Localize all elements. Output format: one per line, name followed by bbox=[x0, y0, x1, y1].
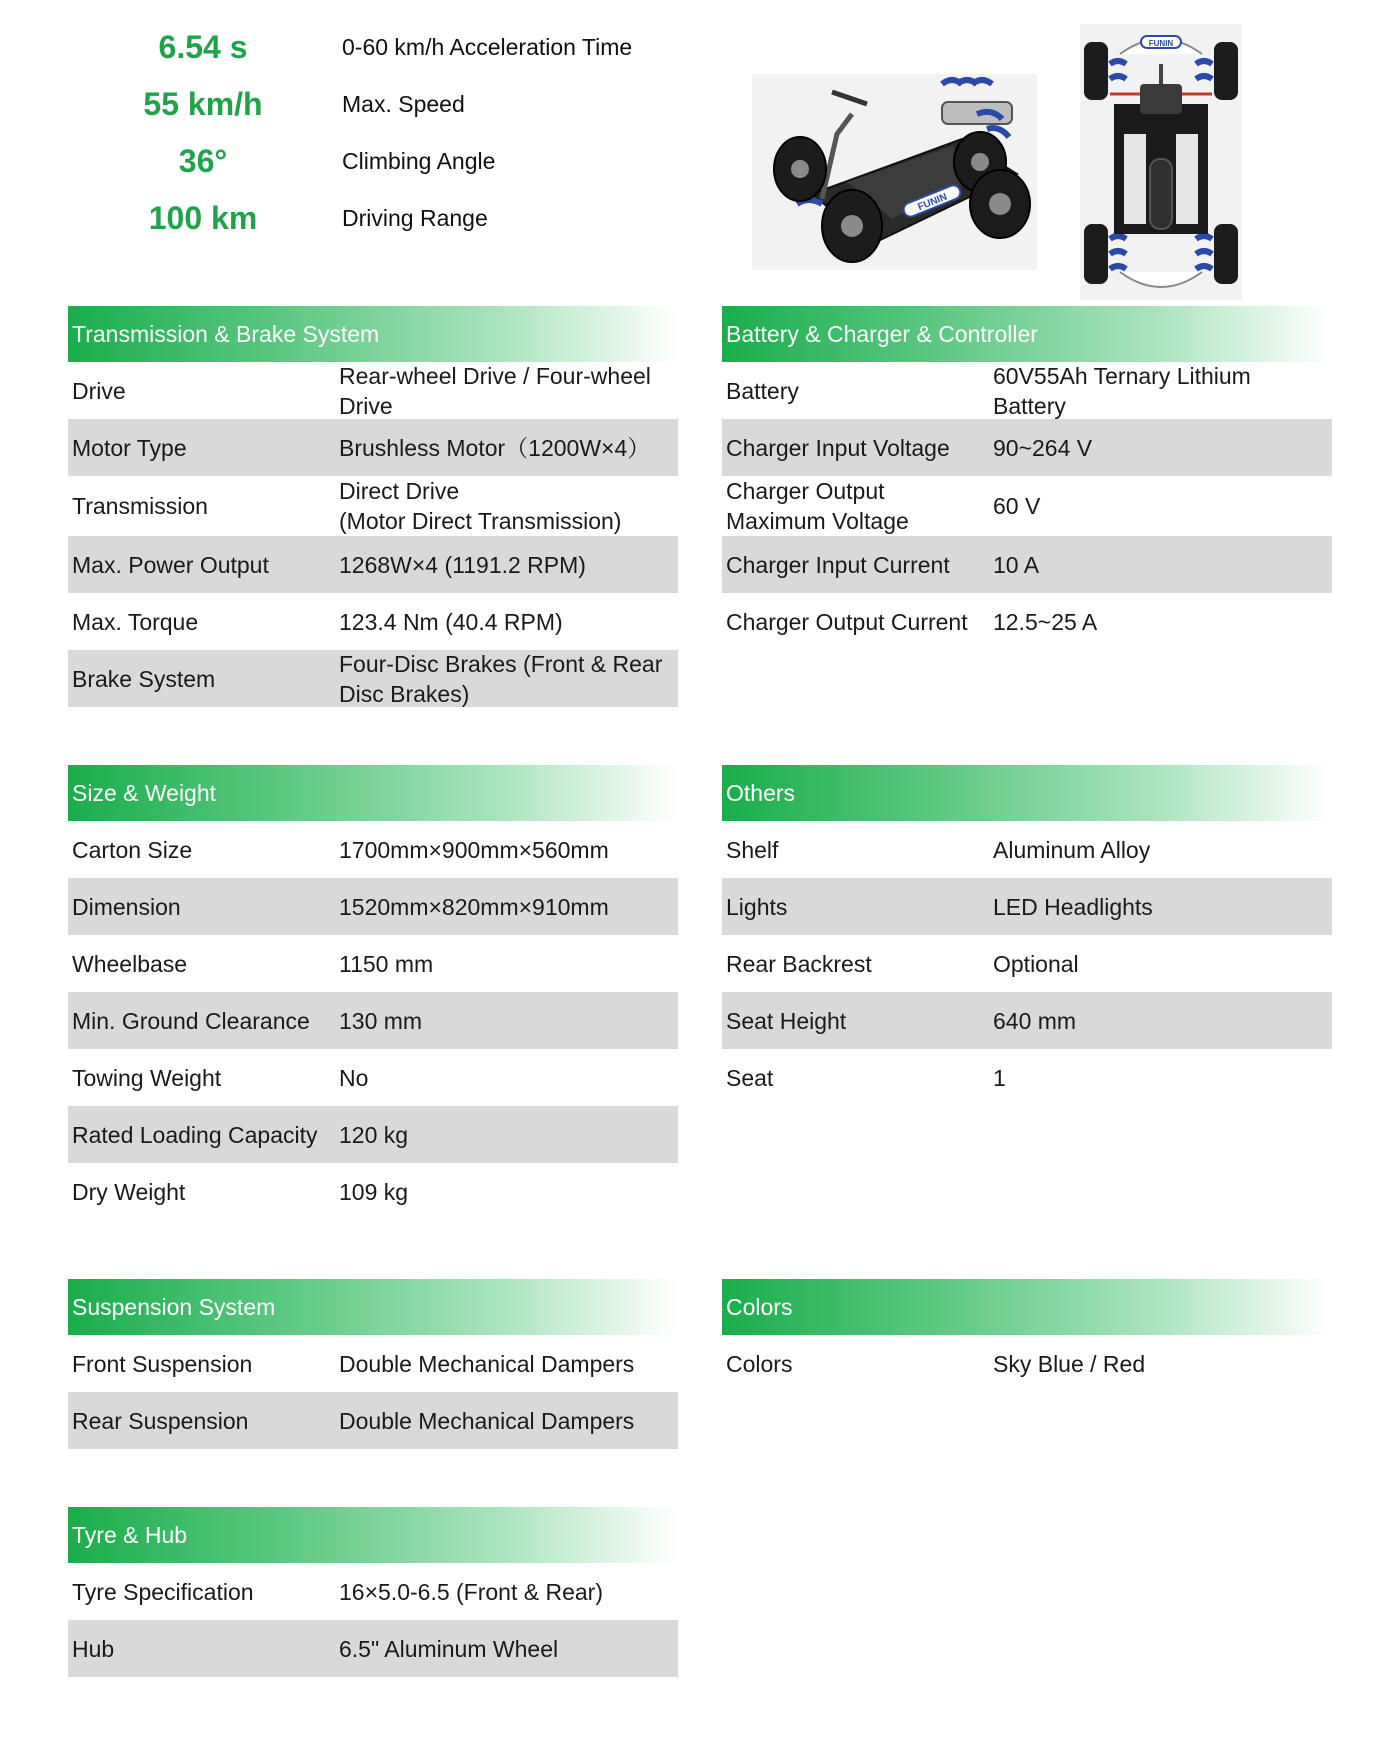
highlight-value-range: 100 km bbox=[148, 200, 258, 236]
spec-value: No bbox=[339, 1064, 369, 1091]
highlight-label-speed: Max. Speed bbox=[342, 91, 465, 117]
spec-value: 109 kg bbox=[339, 1178, 409, 1205]
spec-value: Sky Blue / Red bbox=[993, 1350, 1146, 1377]
spec-value: 1 bbox=[993, 1064, 1006, 1091]
highlight-label-climbing: Climbing Angle bbox=[342, 148, 496, 174]
table-row bbox=[68, 821, 678, 878]
spec-key: Drive bbox=[72, 377, 126, 404]
table-row bbox=[68, 1049, 678, 1106]
spec-value: 1520mm×820mm×910mm bbox=[339, 893, 609, 920]
table-row bbox=[68, 878, 678, 935]
table-row bbox=[722, 992, 1332, 1049]
spec-value: Double Mechanical Dampers bbox=[339, 1407, 635, 1434]
highlight-label-acceleration: 0-60 km/h Acceleration Time bbox=[342, 34, 633, 60]
section-size-weight bbox=[68, 765, 678, 1220]
section-header: Others bbox=[722, 765, 1332, 821]
spec-key: Max. Torque bbox=[72, 608, 199, 635]
highlight-value-climbing: 36° bbox=[178, 143, 228, 179]
section-others bbox=[722, 765, 1332, 1106]
spec-key: Charger Input Current bbox=[726, 551, 950, 578]
spec-key: Rear Backrest bbox=[726, 950, 872, 977]
table-row bbox=[68, 362, 678, 419]
spec-key: Rear Suspension bbox=[72, 1407, 249, 1434]
spec-key: Battery bbox=[726, 377, 799, 404]
spec-value: 640 mm bbox=[993, 1007, 1077, 1034]
section-header: Colors bbox=[722, 1279, 1332, 1335]
atv-side-view-drawing bbox=[752, 74, 1037, 270]
spec-value: 6.5" Aluminum Wheel bbox=[339, 1635, 559, 1662]
table-row bbox=[68, 1163, 678, 1220]
table-row bbox=[722, 1049, 1332, 1106]
spec-value: LED Headlights bbox=[993, 893, 1153, 920]
spec-key: Front Suspension bbox=[72, 1350, 253, 1377]
table-row bbox=[68, 992, 678, 1049]
spec-key: Max. Power Output bbox=[72, 551, 269, 578]
spec-key: Lights bbox=[726, 893, 788, 920]
spec-key: Colors bbox=[726, 1350, 793, 1377]
spec-value: 1150 mm bbox=[339, 950, 434, 977]
spec-value: 1700mm×900mm×560mm bbox=[339, 836, 609, 863]
section-battery-charger bbox=[722, 306, 1332, 650]
table-row bbox=[722, 1335, 1332, 1392]
spec-key: Seat Height bbox=[726, 1007, 847, 1034]
table-row bbox=[68, 935, 678, 992]
table-row bbox=[722, 419, 1332, 476]
table-row bbox=[68, 1620, 678, 1677]
table-row bbox=[68, 650, 678, 707]
top-view-logo-text: FUNIN bbox=[1148, 39, 1174, 48]
spec-key: Charger Output Current bbox=[726, 608, 968, 635]
spec-key: Transmission bbox=[72, 493, 208, 519]
table-row bbox=[68, 1392, 678, 1449]
table-row bbox=[722, 935, 1332, 992]
spec-key: Towing Weight bbox=[72, 1064, 222, 1091]
table-row bbox=[68, 1563, 678, 1620]
spec-key: Seat bbox=[726, 1064, 774, 1091]
spec-value: Aluminum Alloy bbox=[993, 836, 1151, 863]
spec-value: 60 V bbox=[993, 493, 1041, 519]
atv-top-view-drawing bbox=[1080, 24, 1242, 300]
table-row bbox=[68, 476, 678, 536]
table-row bbox=[722, 536, 1332, 593]
spec-value: 12.5~25 A bbox=[993, 608, 1098, 635]
section-header: Size & Weight bbox=[68, 765, 678, 821]
table-row bbox=[722, 593, 1332, 650]
spec-key: Charger Output Maximum Voltage bbox=[726, 478, 909, 534]
spec-value: 130 mm bbox=[339, 1007, 423, 1034]
atv-side-view-image bbox=[752, 74, 1037, 270]
table-row bbox=[722, 476, 1332, 536]
table-row bbox=[68, 1106, 678, 1163]
spec-value: 123.4 Nm (40.4 RPM) bbox=[339, 608, 563, 635]
spec-value: 90~264 V bbox=[993, 434, 1093, 461]
spec-key: Brake System bbox=[72, 665, 216, 692]
highlight-value-acceleration: 6.54 s bbox=[158, 29, 248, 65]
spec-key: Rated Loading Capacity bbox=[72, 1121, 318, 1148]
spec-value: Direct Drive (Motor Direct Transmission) bbox=[339, 478, 622, 534]
spec-value: 1268W×4 (1191.2 RPM) bbox=[339, 551, 586, 578]
section-header: Tyre & Hub bbox=[68, 1507, 678, 1563]
table-row bbox=[722, 821, 1332, 878]
section-header: Suspension System bbox=[68, 1279, 678, 1335]
spec-key: Hub bbox=[72, 1635, 115, 1662]
spec-key: Tyre Specification bbox=[72, 1578, 254, 1605]
spec-key: Motor Type bbox=[72, 434, 187, 461]
spec-key: Shelf bbox=[726, 836, 779, 863]
spec-value: Optional bbox=[993, 950, 1079, 977]
spec-key: Carton Size bbox=[72, 836, 193, 863]
spec-value: Brushless Motor（1200W×4） bbox=[339, 434, 651, 461]
table-row bbox=[68, 419, 678, 476]
spec-value: Four-Disc Brakes (Front & Rear Disc Brakes) bbox=[339, 650, 663, 707]
section-header: Battery & Charger & Controller bbox=[722, 306, 1332, 362]
spec-value: 60V55Ah Ternary Lithium Battery bbox=[993, 362, 1251, 419]
section-header: Transmission & Brake System bbox=[68, 306, 678, 362]
table-row bbox=[722, 878, 1332, 935]
atv-top-view-image bbox=[1080, 24, 1242, 300]
spec-value: Rear-wheel Drive / Four-wheel Drive bbox=[339, 362, 651, 419]
spec-key: Min. Ground Clearance bbox=[72, 1007, 310, 1034]
spec-value: 10 A bbox=[993, 551, 1040, 578]
spec-key: Dimension bbox=[72, 893, 181, 920]
spec-key: Wheelbase bbox=[72, 950, 188, 977]
table-row bbox=[68, 1335, 678, 1392]
table-row bbox=[68, 593, 678, 650]
section-suspension bbox=[68, 1279, 678, 1449]
spec-value: 16×5.0-6.5 (Front & Rear) bbox=[339, 1578, 603, 1605]
side-view-logo-text: FUNIN bbox=[916, 191, 949, 214]
spec-key: Dry Weight bbox=[72, 1178, 186, 1205]
highlight-label-range: Driving Range bbox=[342, 205, 488, 231]
spec-value: 120 kg bbox=[339, 1121, 409, 1148]
section-tyre-hub bbox=[68, 1507, 678, 1677]
section-colors bbox=[722, 1279, 1332, 1392]
table-row bbox=[68, 536, 678, 593]
spec-value: Double Mechanical Dampers bbox=[339, 1350, 635, 1377]
spec-key: Charger Input Voltage bbox=[726, 434, 950, 461]
section-transmission-brake bbox=[68, 306, 678, 707]
highlight-value-speed: 55 km/h bbox=[143, 86, 263, 122]
table-row bbox=[722, 362, 1332, 419]
